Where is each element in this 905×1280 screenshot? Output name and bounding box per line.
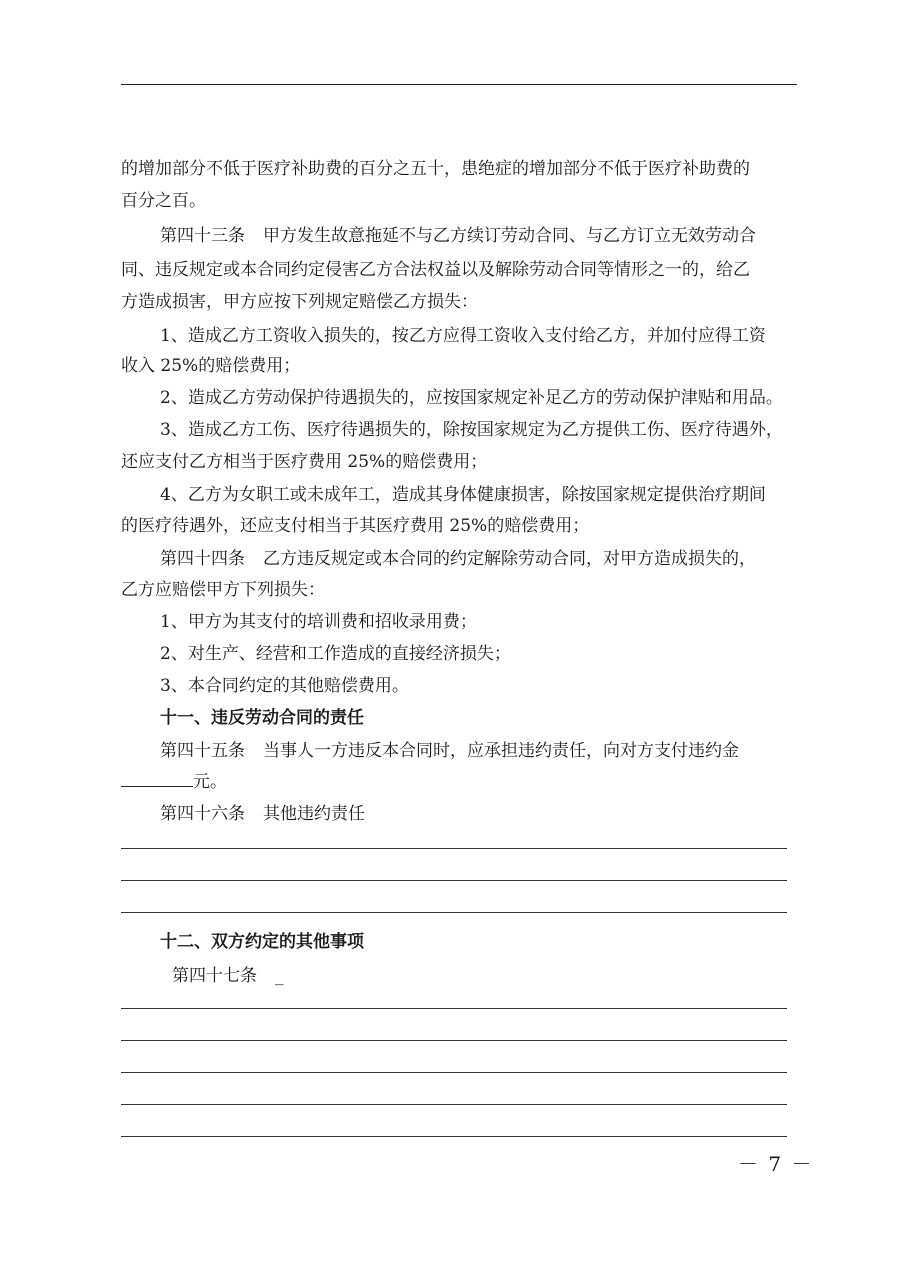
article-43-text: 甲方发生故意拖延不与乙方续订劳动合同、与乙方订立无效劳动合 — [263, 226, 756, 246]
fill-in-line[interactable] — [121, 1104, 787, 1105]
list-item-continuation: 收入 25%的赔偿费用； — [121, 356, 301, 376]
paragraph-line: 方造成损害，甲方应按下列规定赔偿乙方损失： — [121, 292, 478, 312]
article-46-text: 其他违约责任 — [263, 804, 365, 824]
article-45-text: 当事人一方违反本合同时，应承担违约责任，向对方支付违约金 — [263, 741, 739, 761]
article-44-number: 第四十四条 — [160, 549, 245, 569]
article-43-line-1 — [160, 222, 800, 250]
penalty-unit: 元。 — [193, 772, 227, 792]
article-47-line — [172, 962, 472, 990]
page-number: － 7 － — [738, 1152, 814, 1176]
list-item: 4、乙方为女职工或未成年工，造成其身体健康损害，除按国家规定提供治疗期间 — [160, 485, 766, 505]
fill-in-line[interactable] — [121, 848, 787, 849]
section-11-heading: 十一、违反劳动合同的责任 — [160, 708, 364, 728]
article-46-line — [160, 800, 800, 828]
penalty-amount-blank[interactable] — [121, 766, 193, 787]
fill-in-line[interactable] — [121, 912, 787, 913]
list-item: 3、造成乙方工伤、医疗待遇损失的，除按国家规定为乙方提供工伤、医疗待遇外， — [160, 420, 783, 440]
paragraph-line: 同、违反规定或本合同约定侵害乙方合法权益以及解除劳动合同等情形之一的，给乙 — [121, 260, 750, 280]
fill-in-line[interactable] — [121, 1072, 787, 1073]
fill-in-line[interactable] — [121, 1136, 787, 1137]
list-item-continuation: 的医疗待遇外，还应支付相当于其医疗费用 25%的赔偿费用； — [121, 516, 590, 536]
list-item: 2、造成乙方劳动保护待遇损失的，应按国家规定补足乙方的劳动保护津贴和用品。 — [160, 388, 783, 408]
list-item-continuation: 还应支付乙方相当于医疗费用 25%的赔偿费用； — [121, 452, 488, 472]
list-item: 1、造成乙方工资收入损失的，按乙方应得工资收入支付给乙方，并加付应得工资 — [160, 326, 766, 346]
fill-in-line[interactable] — [121, 1008, 787, 1009]
header-rule — [121, 84, 797, 85]
article-45-line-1 — [160, 737, 800, 765]
list-item: 2、对生产、经营和工作造成的直接经济损失； — [160, 644, 511, 664]
list-item: 1、甲方为其支付的培训费和招收录用费； — [160, 612, 477, 632]
fill-in-line[interactable] — [121, 1040, 787, 1041]
paragraph-line: 的增加部分不低于医疗补助费的百分之五十，患绝症的增加部分不低于医疗补助费的 — [121, 159, 750, 179]
list-item: 3、本合同约定的其他赔偿费用。 — [160, 676, 409, 696]
paragraph-line: 百分之百。 — [121, 191, 206, 211]
article-43-number: 第四十三条 — [160, 226, 245, 246]
article-47-blank[interactable]: _ — [275, 966, 284, 986]
article-46-number: 第四十六条 — [160, 804, 245, 824]
article-44-text: 乙方违反规定或本合同的约定解除劳动合同，对甲方造成损失的， — [263, 549, 756, 569]
article-47-number: 第四十七条 — [172, 966, 257, 986]
fill-in-line[interactable] — [121, 880, 787, 881]
section-12-heading: 十二、双方约定的其他事项 — [160, 932, 364, 952]
article-45-number: 第四十五条 — [160, 741, 245, 761]
article-44-line-1 — [160, 545, 800, 573]
article-45-line-2 — [121, 766, 797, 796]
paragraph-line: 乙方应赔偿甲方下列损失： — [121, 580, 325, 600]
